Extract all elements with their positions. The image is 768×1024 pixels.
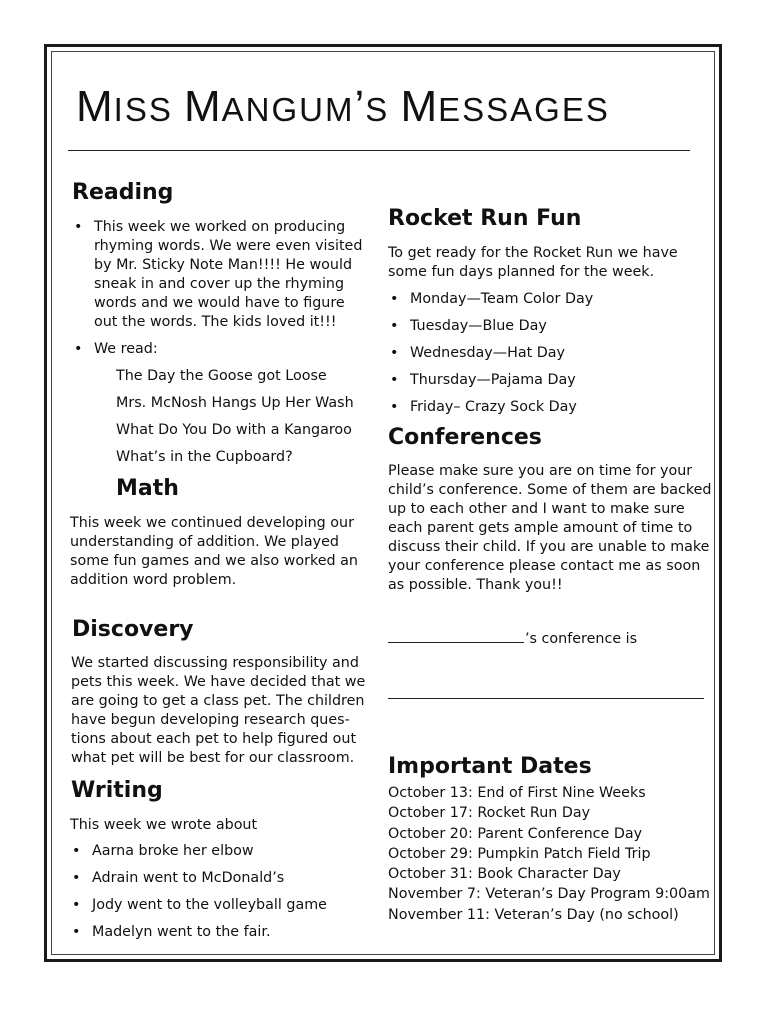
conferences-section <box>388 462 718 595</box>
list-item: • We read: <box>72 340 368 359</box>
discovery-text: We started discussing responsibility and pets this week. We have decided that we are going to get a class pet. The children have begun developing research ques-tions about each pet to help figured out what pet will be best for our classroom. <box>71 655 366 766</box>
book-title: What Do You Do with a Kangaroo <box>116 422 352 438</box>
book-title: The Day the Goose got Loose <box>116 368 327 384</box>
list-item: October 31: Book Character Day <box>388 866 621 883</box>
rocket-run-section <box>388 244 698 425</box>
title-divider <box>68 150 690 151</box>
list-item: October 13: End of First Nine Weeks <box>388 785 646 801</box>
book-title: Mrs. McNosh Hangs Up Her Wash <box>116 395 354 411</box>
discovery-section <box>71 654 375 768</box>
rocket-run-heading: Rocket Run Fun <box>388 206 582 231</box>
math-section <box>70 514 372 590</box>
newsletter-title: MISS MANGUM’S MESSAGES <box>76 82 610 131</box>
list-item: • Thursday—Pajama Day <box>388 371 698 390</box>
book-title: What’s in the Cupboard? <box>116 449 293 465</box>
list-item: • Tuesday—Blue Day <box>388 317 698 336</box>
list-item: October 17: Rocket Run Day <box>388 805 591 822</box>
conference-fill-in <box>388 630 718 649</box>
important-dates-heading: Important Dates <box>388 754 592 779</box>
reading-section <box>72 218 368 475</box>
writing-heading: Writing <box>71 778 163 803</box>
list-item: • Wednesday—Hat Day <box>388 344 698 363</box>
important-dates-list <box>388 783 718 925</box>
conference-time-blank-line <box>388 698 704 699</box>
math-text: This week we continued developing our understanding of addition. We played some fun games and we also worked an addition word problem. <box>70 515 358 588</box>
list-item: • Aarna broke her elbow <box>70 842 370 861</box>
reading-heading: Reading <box>72 180 174 205</box>
list-item: October 29: Pumpkin Patch Field Trip <box>388 845 651 862</box>
list-item: November 11: Veteran’s Day (no school) <box>388 906 679 923</box>
list-item: November 7: Veteran’s Day Program 9:00am <box>388 886 710 903</box>
conference-fill-label: ’s conference is <box>525 631 638 647</box>
list-item: • Madelyn went to the fair. <box>70 923 370 942</box>
conferences-text: Please make sure you are on time for your child’s conference. Some of them are backed up to each other and I want to make sure each parent gets ample amount of time to discuss their child. If you are unable to make your conference please contact me as soon as possible. Thank you!! <box>388 463 712 593</box>
conferences-heading: Conferences <box>388 425 542 450</box>
discovery-heading: Discovery <box>72 617 194 642</box>
book-list <box>72 367 368 467</box>
list-item: • Friday– Crazy Sock Day <box>388 398 698 417</box>
list-item: October 20: Parent Conference Day <box>388 825 643 842</box>
math-heading: Math <box>116 476 179 501</box>
list-item: • This week we worked on producing rhyming words. We were even visited by Mr. Sticky Note Man!!!! He would sneak in and cover up the rhyming words and we would have to figure out the words. The kids loved it!!! <box>72 218 368 332</box>
writing-intro: This week we wrote about <box>70 817 258 833</box>
list-item: • Adrain went to McDonald’s <box>70 869 370 888</box>
list-item: • Jody went to the volleyball game <box>70 896 370 915</box>
writing-section <box>70 816 370 950</box>
list-item: • Monday—Team Color Day <box>388 290 698 309</box>
rocket-run-intro: To get ready for the Rocket Run we have some fun days planned for the week. <box>388 245 678 280</box>
name-blank-line <box>388 630 524 643</box>
